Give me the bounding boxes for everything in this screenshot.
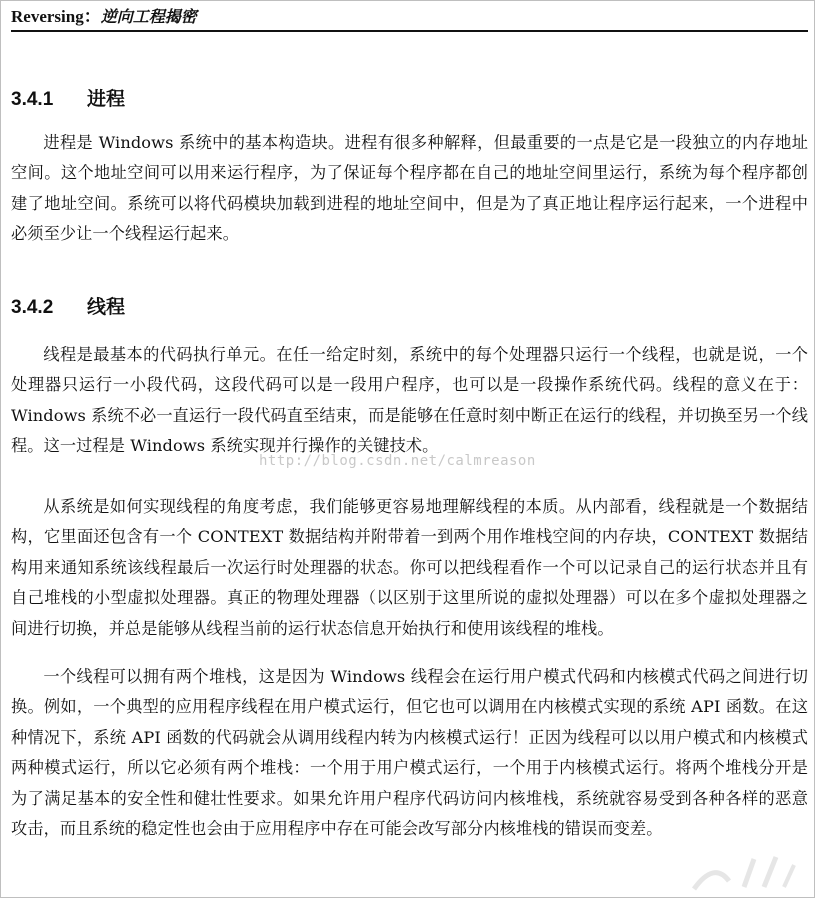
section-heading-process — [11, 87, 125, 112]
running-header — [11, 6, 808, 32]
watermark-url: http://blog.csdn.net/calmreason — [259, 453, 536, 469]
section-number: 3.4.1 — [11, 89, 54, 110]
section-number: 3.4.2 — [11, 297, 54, 318]
section-title: 线程 — [87, 296, 126, 318]
paragraph-process-definition: 进程是 Windows 系统中的基本构造块。进程有很多种解释，但最重要的一点是它是一段独立的内存地址空间。这个地址空间可以用来运行程序，为了保证每个程序都在自己的地址空间里运行，系统为每个程序都创建了地址空间。系统可以将代码模块加载到进程的地址空间中，但是为了真正地让程序运行起来，一个进程中必须至少让一个线程运行起来。 — [11, 133, 808, 244]
section-heading-thread — [11, 295, 125, 320]
book-subtitle: 逆向工程揭密 — [100, 7, 197, 26]
paragraph-thread-definition: 线程是最基本的代码执行单元。在任一给定时刻，系统中的每个处理器只运行一个线程，也就是说，一个处理器只运行一小段代码，这段代码可以是一段用户程序，也可以是一段操作系统代码。线程的意义在于：Windows 系统不必一直运行一段代码直至结束，而是能够在任意时刻中断正在运行的线程，并切换至另一个线程。这一过程是 Windows 系统实现并行操作的关键技术。 — [11, 345, 808, 456]
section-title: 进程 — [87, 88, 126, 110]
corner-stamp-mark — [684, 851, 804, 891]
header-separator: ： — [83, 7, 101, 26]
book-title: Reversing — [11, 7, 84, 26]
paragraph-thread-internals: 从系统是如何实现线程的角度考虑，我们能够更容易地理解线程的本质。从内部看，线程就是一个数据结构，它里面还包含有一个 CONTEXT 数据结构并附带着一到两个用作堆栈空间的内存块，CONTEXT 数据结构用来通知系统该线程最后一次运行时处理器的状态。你可以把线程看作一个可以记录自己的运行状态并且有自己堆栈的小型虚拟处理器。真正的物理处理器（以区别于这里所说的虚拟处理器）可以在多个虚拟处理器之间进行切换，并总是能够从线程当前的运行状态信息开始执行和使用该线程的堆栈。 — [11, 497, 808, 638]
paragraph-thread-stacks: 一个线程可以拥有两个堆栈，这是因为 Windows 线程会在运行用户模式代码和内核模式代码之间进行切换。例如，一个典型的应用程序线程在用户模式运行，但它也可以调用在内核模式实现的系统 API 函数。在这种情况下，系统 API 函数的代码就会从调用线程内转为内核模式运行！正因为线程可以以用户模式和内核模式两种模式运行，所以它必须有两个堆栈：一个用于用户模式运行，一个用于内核模式运行。将两个堆栈分开是为了满足基本的安全性和健壮性要求。如果允许用户程序代码访问内核堆栈，系统就容易受到各种各样的恶意攻击，而且系统的稳定性也会由于应用程序中存在可能会改写部分内核堆栈的错误而变差。 — [11, 667, 808, 839]
